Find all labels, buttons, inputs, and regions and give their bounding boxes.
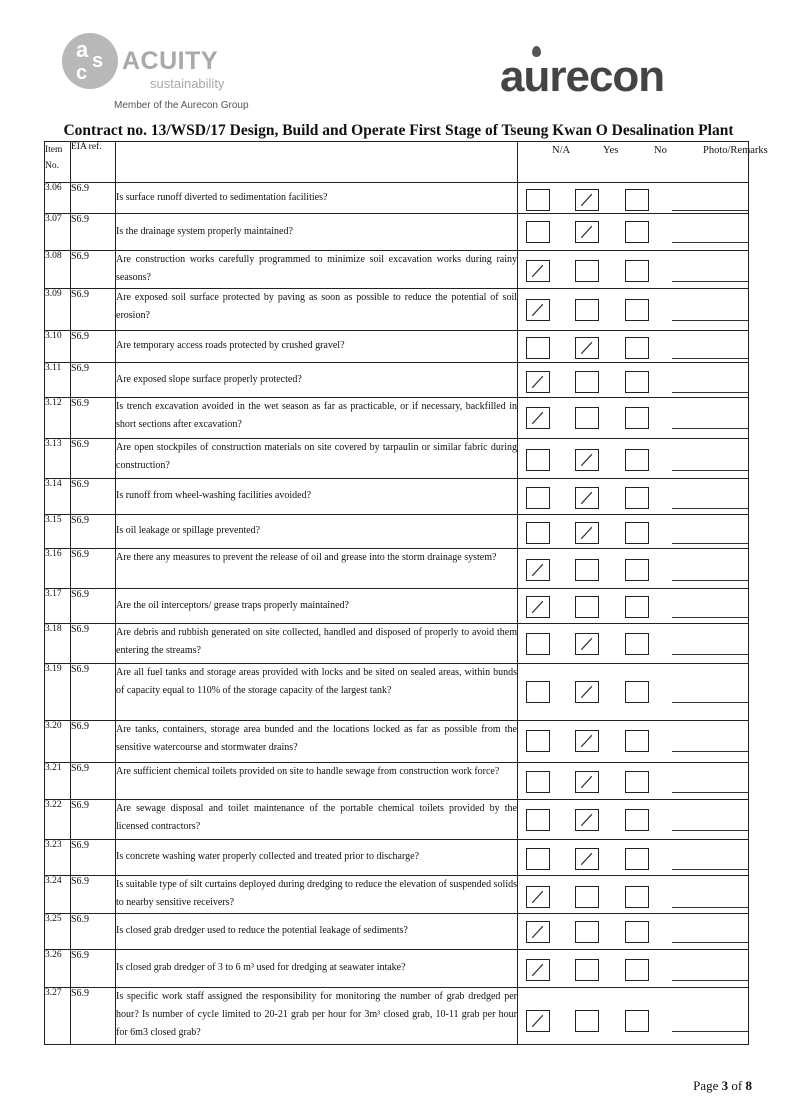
table-row: [45, 515, 749, 549]
checkbox-yes[interactable]: [575, 449, 599, 471]
eia-ref: S6.9: [71, 549, 116, 589]
table-row: [45, 800, 749, 840]
checkbox-no[interactable]: [625, 959, 649, 981]
remarks-line[interactable]: [672, 1031, 748, 1032]
header-photo-remarks: Photo/Remarks: [703, 145, 768, 156]
check-mark-icon: [527, 922, 549, 942]
table-row: [45, 876, 749, 914]
checkbox-na[interactable]: [526, 730, 550, 752]
check-mark-icon: [527, 372, 549, 392]
item-number: 3.07: [45, 214, 71, 251]
table-row: [45, 479, 749, 515]
eia-ref: S6.9: [71, 515, 116, 549]
check-mark-icon: [576, 731, 598, 751]
question-text: Is surface runoff diverted to sedimentation facilities?: [116, 191, 328, 203]
checkbox-yes[interactable]: [575, 559, 599, 581]
header-answers: [518, 142, 768, 183]
answer-cell: [518, 289, 749, 331]
checkbox-na[interactable]: [526, 189, 550, 211]
table-row: [45, 183, 749, 214]
checkbox-na[interactable]: [526, 596, 550, 618]
question-text: Are tanks, containers, storage area bunded and the locations locked as far as possible from the sensitive watercourse and stormwater drains?: [116, 724, 517, 753]
checkbox-yes[interactable]: [575, 681, 599, 703]
checkbox-na[interactable]: [526, 371, 550, 393]
eia-ref: S6.9: [71, 624, 116, 664]
item-number: 3.26: [45, 950, 71, 988]
table-row: [45, 721, 749, 763]
eia-ref: S6.9: [71, 214, 116, 251]
question-cell: [116, 439, 518, 479]
checkbox-yes[interactable]: [575, 633, 599, 655]
eia-ref: S6.9: [71, 763, 116, 800]
check-mark-icon: [527, 408, 549, 428]
question-cell: [116, 515, 518, 549]
checkbox-yes[interactable]: [575, 260, 599, 282]
check-mark-icon: [576, 523, 598, 543]
header-no: No: [654, 145, 667, 156]
remarks-line[interactable]: [672, 508, 748, 509]
acuity-sub: sustainability: [150, 76, 225, 91]
answer-cell: [518, 950, 749, 988]
checkbox-yes[interactable]: [575, 771, 599, 793]
checkbox-na[interactable]: [526, 221, 550, 243]
table-row: [45, 398, 749, 439]
question-cell: [116, 331, 518, 363]
remarks-line[interactable]: [672, 980, 748, 981]
table-row: [45, 363, 749, 398]
checkbox-no[interactable]: [625, 886, 649, 908]
eia-ref: S6.9: [71, 363, 116, 398]
checkbox-yes[interactable]: [575, 809, 599, 831]
header-eia-ref: EIA ref.: [71, 142, 116, 183]
check-mark-icon: [576, 222, 598, 242]
question-text: Are open stockpiles of construction materials on site covered by tarpaulin or similar fabric during construction?: [116, 442, 517, 471]
eia-ref: S6.9: [71, 721, 116, 763]
remarks-line[interactable]: [672, 942, 748, 943]
item-number: 3.21: [45, 763, 71, 800]
question-text: Is oil leakage or spillage prevented?: [116, 525, 261, 536]
question-cell: [116, 289, 518, 331]
checkbox-na[interactable]: [526, 809, 550, 831]
question-cell: [116, 763, 518, 800]
item-number: 3.06: [45, 183, 71, 214]
question-text: Is suitable type of silt curtains deployed during dredging to reduce the elevation of suspended solids to nearby sensitive receivers?: [116, 879, 517, 908]
checklist-table: [44, 141, 768, 1045]
checkbox-no[interactable]: [625, 771, 649, 793]
header-item-no: Item No.: [45, 142, 71, 183]
checkbox-yes[interactable]: [575, 221, 599, 243]
question-cell: [116, 624, 518, 664]
answer-cell: [518, 589, 749, 624]
checkbox-yes[interactable]: [575, 522, 599, 544]
item-number: 3.11: [45, 363, 71, 398]
checkbox-no[interactable]: [625, 559, 649, 581]
remarks-line[interactable]: [672, 320, 748, 321]
eia-ref: S6.9: [71, 988, 116, 1045]
remarks-line[interactable]: [672, 543, 748, 544]
header-yes: Yes: [603, 145, 619, 156]
table-row: [45, 950, 749, 988]
acuity-name: ACUITY: [122, 47, 219, 75]
question-text: Is specific work staff assigned the responsibility for monitoring the number of grab dredged per hour? Is number of cycle limited to 20-21 grab per hour for 3m³ closed grab, 10-11 grab per hour for 6m3 closed grab?: [116, 991, 517, 1038]
question-text: Are sewage disposal and toilet maintenance of the portable chemical toilets provided by the licensed contractors?: [116, 803, 517, 832]
eia-ref: S6.9: [71, 439, 116, 479]
eia-ref: S6.9: [71, 251, 116, 289]
checkbox-yes[interactable]: [575, 730, 599, 752]
question-cell: [116, 398, 518, 439]
question-cell: [116, 251, 518, 289]
item-number: 3.08: [45, 251, 71, 289]
eia-ref: S6.9: [71, 331, 116, 363]
eia-ref: S6.9: [71, 589, 116, 624]
remarks-line[interactable]: [672, 428, 748, 429]
question-text: Are debris and rubbish generated on site collected, handled and disposed of properly to avoid them entering the streams?: [116, 627, 517, 656]
remarks-line[interactable]: [672, 580, 748, 581]
page-total: 8: [745, 1078, 752, 1093]
question-text: Is closed grab dredger used to reduce the potential leakage of sediments?: [116, 925, 408, 936]
page-current: 3: [721, 1078, 729, 1093]
checkbox-no[interactable]: [625, 522, 649, 544]
remarks-line[interactable]: [672, 907, 748, 908]
checkbox-yes[interactable]: [575, 959, 599, 981]
table-row: [45, 589, 749, 624]
question-text: Is trench excavation avoided in the wet season as far as practicable, or if necessary, backfilled in short sections after excavation?: [116, 401, 517, 430]
question-cell: [116, 589, 518, 624]
eia-ref: S6.9: [71, 479, 116, 515]
answer-cell: [518, 183, 749, 214]
remarks-line[interactable]: [672, 830, 748, 831]
answer-cell: [518, 214, 749, 251]
item-number: 3.15: [45, 515, 71, 549]
eia-ref: S6.9: [71, 183, 116, 214]
checkbox-na[interactable]: [526, 260, 550, 282]
checkbox-yes[interactable]: [575, 886, 599, 908]
question-cell: [116, 950, 518, 988]
item-number: 3.13: [45, 439, 71, 479]
question-text: Are temporary access roads protected by crushed gravel?: [116, 340, 345, 351]
checkbox-na[interactable]: [526, 449, 550, 471]
answer-cell: [518, 251, 749, 289]
table-row: [45, 289, 749, 331]
question-text: Is runoff from wheel-washing facilities avoided?: [116, 490, 312, 501]
checkbox-na[interactable]: [526, 299, 550, 321]
item-number: 3.24: [45, 876, 71, 914]
eia-ref: S6.9: [71, 840, 116, 876]
check-mark-icon: [576, 634, 598, 654]
page-number: [693, 1078, 752, 1094]
table-row: [45, 251, 749, 289]
question-cell: [116, 363, 518, 398]
checkbox-no[interactable]: [625, 337, 649, 359]
question-text: Is the drainage system properly maintained?: [116, 225, 293, 237]
remarks-line[interactable]: [672, 617, 748, 618]
page-label: Page: [693, 1078, 719, 1093]
checkbox-na[interactable]: [526, 771, 550, 793]
table-row: [45, 914, 749, 950]
check-mark-icon: [576, 772, 598, 792]
item-number: 3.19: [45, 664, 71, 721]
answer-cell: [518, 439, 749, 479]
check-mark-icon: [527, 300, 549, 320]
item-number: 3.17: [45, 589, 71, 624]
item-number: 3.18: [45, 624, 71, 664]
checkbox-na[interactable]: [526, 921, 550, 943]
eia-ref: S6.9: [71, 398, 116, 439]
eia-ref: S6.9: [71, 800, 116, 840]
remarks-line[interactable]: [672, 654, 748, 655]
table-row: [45, 624, 749, 664]
item-number: 3.23: [45, 840, 71, 876]
answer-cell: [518, 331, 749, 363]
item-number: 3.27: [45, 988, 71, 1045]
checkbox-no[interactable]: [625, 449, 649, 471]
question-text: Are the oil interceptors/ grease traps properly maintained?: [116, 599, 349, 611]
question-text: Are all fuel tanks and storage areas provided with locks and be sited on sealed areas, within bunds of capacity equal to 110% of the storage capacity of the largest tank?: [116, 667, 517, 696]
acuity-member-text: Member of the Aurecon Group: [114, 100, 249, 111]
checkbox-no[interactable]: [625, 921, 649, 943]
checkbox-no[interactable]: [625, 730, 649, 752]
check-mark-icon: [576, 810, 598, 830]
checkbox-yes[interactable]: [575, 337, 599, 359]
checkbox-na[interactable]: [526, 959, 550, 981]
table-row: [45, 664, 749, 721]
item-number: 3.10: [45, 331, 71, 363]
item-number: 3.14: [45, 479, 71, 515]
question-text: Are exposed slope surface properly protected?: [116, 373, 302, 385]
checkbox-yes[interactable]: [575, 596, 599, 618]
item-number: 3.22: [45, 800, 71, 840]
remarks-line[interactable]: [672, 242, 748, 243]
check-mark-icon: [527, 261, 549, 281]
checkbox-na[interactable]: [526, 487, 550, 509]
remarks-line[interactable]: [672, 751, 748, 752]
remarks-line[interactable]: [672, 702, 748, 703]
answer-cell: [518, 876, 749, 914]
check-mark-icon: [576, 682, 598, 702]
checkbox-yes[interactable]: [575, 921, 599, 943]
item-number: 3.09: [45, 289, 71, 331]
remarks-line[interactable]: [672, 210, 748, 211]
answer-cell: [518, 515, 749, 549]
check-mark-icon: [576, 450, 598, 470]
check-mark-icon: [527, 960, 549, 980]
check-mark-icon: [527, 887, 549, 907]
checkbox-na[interactable]: [526, 633, 550, 655]
answer-cell: [518, 914, 749, 950]
check-mark-icon: [527, 1011, 549, 1031]
checkbox-no[interactable]: [625, 221, 649, 243]
question-cell: [116, 876, 518, 914]
check-mark-icon: [527, 560, 549, 580]
answer-cell: [518, 398, 749, 439]
checkbox-no[interactable]: [625, 633, 649, 655]
eia-ref: S6.9: [71, 950, 116, 988]
checkbox-no[interactable]: [625, 299, 649, 321]
question-text: Are sufficient chemical toilets provided on site to handle sewage from construction work force?: [116, 766, 500, 777]
answer-cell: [518, 840, 749, 876]
answer-cell: [518, 664, 749, 721]
checkbox-no[interactable]: [625, 407, 649, 429]
page-of-label: of: [731, 1078, 743, 1093]
checkbox-yes[interactable]: [575, 189, 599, 211]
checkbox-yes[interactable]: [575, 371, 599, 393]
table-row: [45, 214, 749, 251]
aurecon-logo: aurecon: [500, 52, 665, 101]
question-cell: [116, 988, 518, 1045]
checkbox-no[interactable]: [625, 848, 649, 870]
answer-cell: [518, 479, 749, 515]
checkbox-na[interactable]: [526, 337, 550, 359]
checkbox-no[interactable]: [625, 487, 649, 509]
table-row: [45, 763, 749, 800]
answer-cell: [518, 988, 749, 1045]
check-mark-icon: [576, 849, 598, 869]
remarks-line[interactable]: [672, 392, 748, 393]
question-cell: [116, 214, 518, 251]
eia-ref: S6.9: [71, 664, 116, 721]
checkbox-no[interactable]: [625, 1010, 649, 1032]
checkbox-no[interactable]: [625, 260, 649, 282]
question-cell: [116, 664, 518, 721]
question-cell: [116, 840, 518, 876]
answer-cell: [518, 549, 749, 589]
question-text: Are construction works carefully programmed to minimize soil excavation works during rainy seasons?: [116, 254, 517, 283]
acuity-logo: [62, 33, 262, 115]
table-row: [45, 331, 749, 363]
acuity-logo-mark: a s c: [62, 33, 118, 89]
checkbox-yes[interactable]: [575, 299, 599, 321]
eia-ref: S6.9: [71, 914, 116, 950]
question-cell: [116, 914, 518, 950]
item-number: 3.20: [45, 721, 71, 763]
question-cell: [116, 549, 518, 589]
check-mark-icon: [576, 488, 598, 508]
answer-cell: [518, 763, 749, 800]
question-cell: [116, 721, 518, 763]
answer-cell: [518, 624, 749, 664]
checkbox-yes[interactable]: [575, 848, 599, 870]
table-header-row: [45, 142, 749, 183]
check-mark-icon: [576, 338, 598, 358]
answer-cell: [518, 721, 749, 763]
checkbox-yes[interactable]: [575, 407, 599, 429]
table-row: [45, 988, 749, 1045]
remarks-line[interactable]: [672, 470, 748, 471]
checkbox-yes[interactable]: [575, 487, 599, 509]
question-cell: [116, 800, 518, 840]
header-na: N/A: [552, 145, 571, 156]
eia-ref: S6.9: [71, 289, 116, 331]
answer-cell: [518, 800, 749, 840]
checkbox-no[interactable]: [625, 596, 649, 618]
check-mark-icon: [527, 597, 549, 617]
remarks-line[interactable]: [672, 358, 748, 359]
remarks-line[interactable]: [672, 869, 748, 870]
question-text: Is concrete washing water properly collected and treated prior to discharge?: [116, 851, 420, 862]
checkbox-no[interactable]: [625, 189, 649, 211]
item-number: 3.12: [45, 398, 71, 439]
checkbox-na[interactable]: [526, 1010, 550, 1032]
question-text: Is closed grab dredger of 3 to 6 m³ used for dredging at seawater intake?: [116, 962, 406, 973]
item-number: 3.16: [45, 549, 71, 589]
question-text: Are there any measures to prevent the release of oil and grease into the storm drainage system?: [116, 552, 497, 563]
remarks-line[interactable]: [672, 792, 748, 793]
checkbox-na[interactable]: [526, 848, 550, 870]
answer-cell: [518, 363, 749, 398]
question-text: Are exposed soil surface protected by paving as soon as possible to reduce the potential of soil erosion?: [116, 292, 517, 321]
table-row: [45, 439, 749, 479]
checkbox-na[interactable]: [526, 681, 550, 703]
checkbox-no[interactable]: [625, 681, 649, 703]
header-question: [116, 142, 518, 183]
checkbox-na[interactable]: [526, 407, 550, 429]
checkbox-yes[interactable]: [575, 1010, 599, 1032]
remarks-line[interactable]: [672, 281, 748, 282]
eia-ref: S6.9: [71, 876, 116, 914]
checkbox-na[interactable]: [526, 886, 550, 908]
contract-title: Contract no. 13/WSD/17 Design, Build and Operate First Stage of Tseung Kwan O Desalination Plant: [63, 122, 734, 139]
checkbox-na[interactable]: [526, 522, 550, 544]
checkbox-na[interactable]: [526, 559, 550, 581]
item-number: 3.25: [45, 914, 71, 950]
checkbox-no[interactable]: [625, 371, 649, 393]
check-mark-icon: [576, 190, 598, 210]
table-row: [45, 549, 749, 589]
question-cell: [116, 479, 518, 515]
table-row: [45, 840, 749, 876]
question-cell: [116, 183, 518, 214]
checkbox-no[interactable]: [625, 809, 649, 831]
